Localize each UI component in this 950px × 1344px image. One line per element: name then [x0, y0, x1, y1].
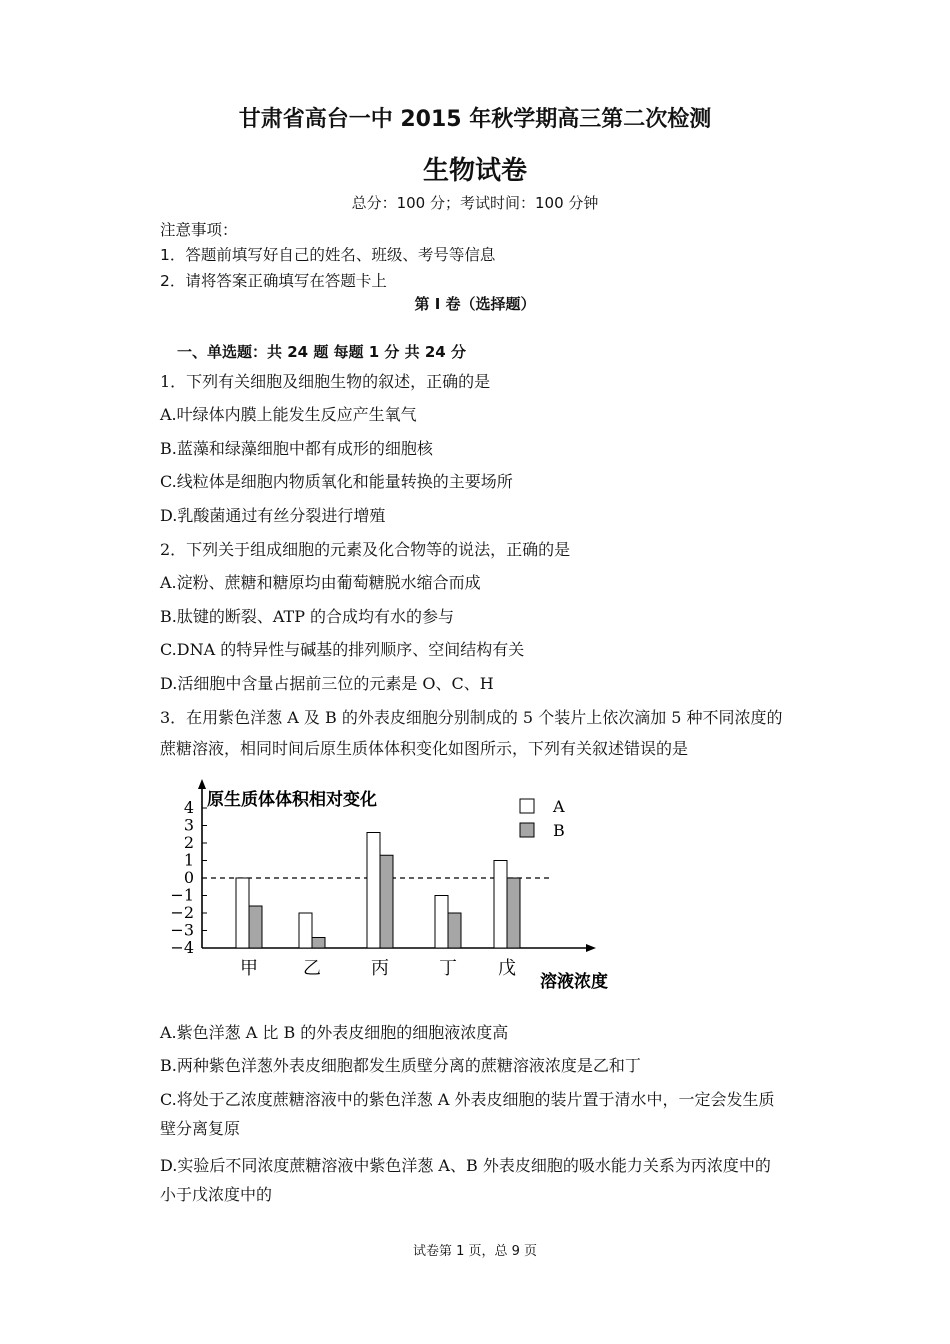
bar — [249, 906, 262, 948]
bar — [236, 878, 249, 948]
notice-item: 1．答题前填写好自己的姓名、班级、考号等信息 — [160, 246, 496, 264]
bar — [448, 913, 461, 948]
x-tick-label: 丁 — [439, 958, 457, 979]
x-axis-label: 溶液浓度 — [540, 972, 608, 992]
option: D.实验后不同浓度蔗糖溶液中紫色洋葱 A、B 外表皮细胞的吸水能力关系为丙浓度中的 — [160, 1156, 771, 1175]
option: D.活细胞中含量占据前三位的元素是 O、C、H — [160, 674, 494, 693]
subject-title: 生物试卷 — [422, 156, 527, 186]
y-tick-label: 1 — [183, 850, 194, 870]
page-footer: 试卷第 1 页，总 9 页 — [412, 1244, 538, 1259]
option-cont: 小于戊浓度中的 — [160, 1185, 273, 1204]
exam-meta: 总分：100 分；考试时间：100 分钟 — [351, 194, 599, 212]
y-axis-arrow — [198, 779, 206, 789]
bar — [494, 861, 507, 949]
legend-label: B — [553, 821, 565, 840]
x-tick-label: 甲 — [240, 958, 258, 979]
option: A.叶绿体内膜上能发生反应产生氧气 — [160, 405, 417, 424]
y-tick-label: −4 — [170, 938, 194, 957]
x-tick-label: 乙 — [303, 958, 321, 979]
option: C.线粒体是细胞内物质氧化和能量转换的主要场所 — [160, 472, 513, 491]
option: B.两种紫色洋葱外表皮细胞都发生质壁分离的蔗糖溶液浓度是乙和丁 — [160, 1056, 641, 1075]
option: D.乳酸菌通过有丝分裂进行增殖 — [160, 506, 386, 525]
notice-item: 2．请将答案正确填写在答题卡上 — [160, 272, 387, 290]
part-title: 第 I 卷（选择题） — [414, 295, 536, 313]
bar — [380, 855, 393, 948]
x-tick-label: 丙 — [371, 958, 389, 979]
y-tick-label: −3 — [170, 920, 194, 940]
option: B.蓝藻和绿藻细胞中都有成形的细胞核 — [160, 439, 433, 458]
bar-chart — [160, 775, 620, 1005]
bar — [299, 913, 312, 948]
chart-title: 原生质体体积相对变化 — [207, 790, 377, 810]
question-stem: 1．下列有关细胞及细胞生物的叙述，正确的是 — [160, 372, 491, 391]
option: C.DNA 的特异性与碱基的排列顺序、空间结构有关 — [160, 640, 525, 659]
question-stem: 3．在用紫色洋葱 A 及 B 的外表皮细胞分别制成的 5 个装片上依次滴加 5 种不同浓度的 — [160, 708, 783, 727]
y-tick-label: 0 — [183, 868, 194, 887]
exam-title: 甘肃省高台一中 2015 年秋学期高三第二次检测 — [238, 107, 712, 132]
option: C.将处于乙浓度蔗糖溶液中的紫色洋葱 A 外表皮细胞的装片置于清水中，一定会发生质 — [160, 1090, 775, 1109]
question-stem: 2．下列关于组成细胞的元素及化合物等的说法，正确的是 — [160, 540, 571, 559]
bar — [367, 833, 380, 949]
section-title: 一、单选题：共 24 题 每题 1 分 共 24 分 — [177, 343, 466, 361]
legend-swatch — [520, 823, 534, 837]
y-tick-label: 3 — [183, 815, 194, 835]
y-tick-label: 4 — [183, 798, 194, 817]
option: A.淀粉、蔗糖和糖原均由葡萄糖脱水缩合而成 — [160, 573, 481, 592]
y-tick-label: −1 — [170, 885, 194, 905]
x-tick-label: 戊 — [498, 958, 516, 979]
y-tick-label: −2 — [170, 903, 194, 922]
question-stem-cont: 蔗糖溶液，相同时间后原生质体体积变化如图所示，下列有关叙述错误的是 — [160, 739, 689, 758]
legend-swatch — [520, 799, 534, 813]
y-tick-label: 2 — [183, 833, 194, 852]
notice-heading: 注意事项： — [160, 221, 238, 239]
bar — [435, 896, 448, 949]
option-cont: 壁分离复原 — [160, 1119, 241, 1138]
legend-label: A — [553, 797, 565, 816]
x-axis-arrow — [586, 944, 596, 952]
option: A.紫色洋葱 A 比 B 的外表皮细胞的细胞液浓度高 — [160, 1023, 509, 1042]
bar — [312, 938, 325, 949]
option: B.肽键的断裂、ATP 的合成均有水的参与 — [160, 607, 455, 626]
bar — [507, 878, 520, 948]
